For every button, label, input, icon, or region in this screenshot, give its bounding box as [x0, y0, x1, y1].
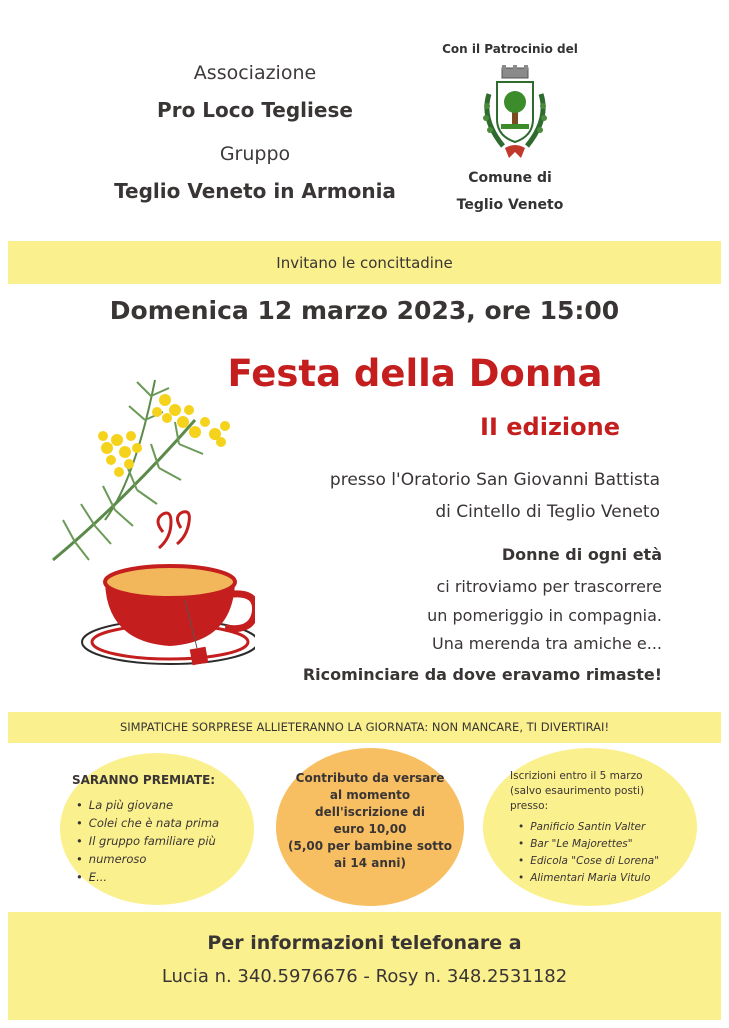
invite-text: Invitano le concittadine — [276, 254, 453, 272]
municipality-line2: Teglio Veneto — [456, 197, 564, 213]
registration-place: • Edicola "Cose di Lorena" — [518, 853, 688, 870]
registration-place: • Bar "Le Majorettes" — [518, 836, 688, 853]
registration-place: • Panificio Santin Valter — [518, 819, 688, 836]
contribution-line: euro 10,00 — [333, 822, 407, 836]
registration-info — [510, 769, 644, 814]
registration-deadline: Iscrizioni entro il 5 marzo — [510, 770, 643, 782]
contribution-line: (5,00 per bambine sotto — [288, 839, 452, 853]
contribution-text — [276, 770, 464, 872]
group-name: Teglio Veneto in Armonia — [114, 179, 396, 203]
prize-item: • Il gruppo familiare più — [76, 832, 246, 850]
event-title: Festa della Donna — [227, 352, 603, 395]
location-line2: di Cintello di Teglio Veneto — [435, 502, 660, 522]
description-line1: Donne di ogni età — [501, 545, 662, 564]
association-name: Pro Loco Tegliese — [157, 98, 353, 122]
prize-item: • numeroso — [76, 850, 246, 868]
contribution-line: ai 14 anni) — [333, 856, 407, 870]
mimosa-teacup-illustration — [45, 360, 255, 690]
description-line3: un pomeriggio in compagnia. — [427, 606, 662, 625]
contribution-line: al momento — [329, 788, 411, 802]
registration-place: • Alimentari Maria Vitulo — [518, 870, 688, 887]
registration-places — [518, 819, 688, 887]
prize-item: • La più giovane — [76, 796, 246, 814]
municipality-line1: Comune di — [468, 170, 552, 186]
contribution-line: dell'iscrizione di — [315, 805, 425, 819]
association-label: Associazione — [193, 62, 317, 84]
description-line5: Ricominciare da dove eravamo rimaste! — [302, 665, 662, 684]
footer-title: Per informazioni telefonare a — [207, 932, 522, 954]
description-line2: ci ritroviamo per trascorrere — [436, 577, 662, 596]
description-line4: Una merenda tra amiche e... — [432, 634, 662, 653]
footer-phones: Lucia n. 340.5976676 - Rosy n. 348.2531182 — [161, 966, 568, 987]
prize-item: • E... — [76, 868, 246, 886]
registration-note: (salvo esaurimento posti) — [510, 785, 645, 797]
event-edition: II edizione — [480, 413, 620, 441]
surprise-text: SIMPATICHE SORPRESE ALLIETERANNO LA GIORNATA: NON MANCARE, TI DIVERTIRAI! — [119, 720, 610, 734]
prize-item: • Colei che è nata prima — [76, 814, 246, 832]
location-line1: presso l'Oratorio San Giovanni Battista — [329, 470, 660, 490]
coat-of-arms-icon — [475, 64, 555, 164]
group-label: Gruppo — [219, 143, 291, 165]
prizes-list — [76, 796, 246, 886]
prizes-title: SARANNO PREMIATE: — [72, 773, 216, 787]
event-date: Domenica 12 marzo 2023, ore 15:00 — [109, 296, 620, 325]
registration-presso: presso: — [510, 800, 549, 812]
patronage-label: Con il Patrocinio del — [442, 42, 578, 56]
contribution-line: Contributo da versare — [295, 771, 445, 785]
